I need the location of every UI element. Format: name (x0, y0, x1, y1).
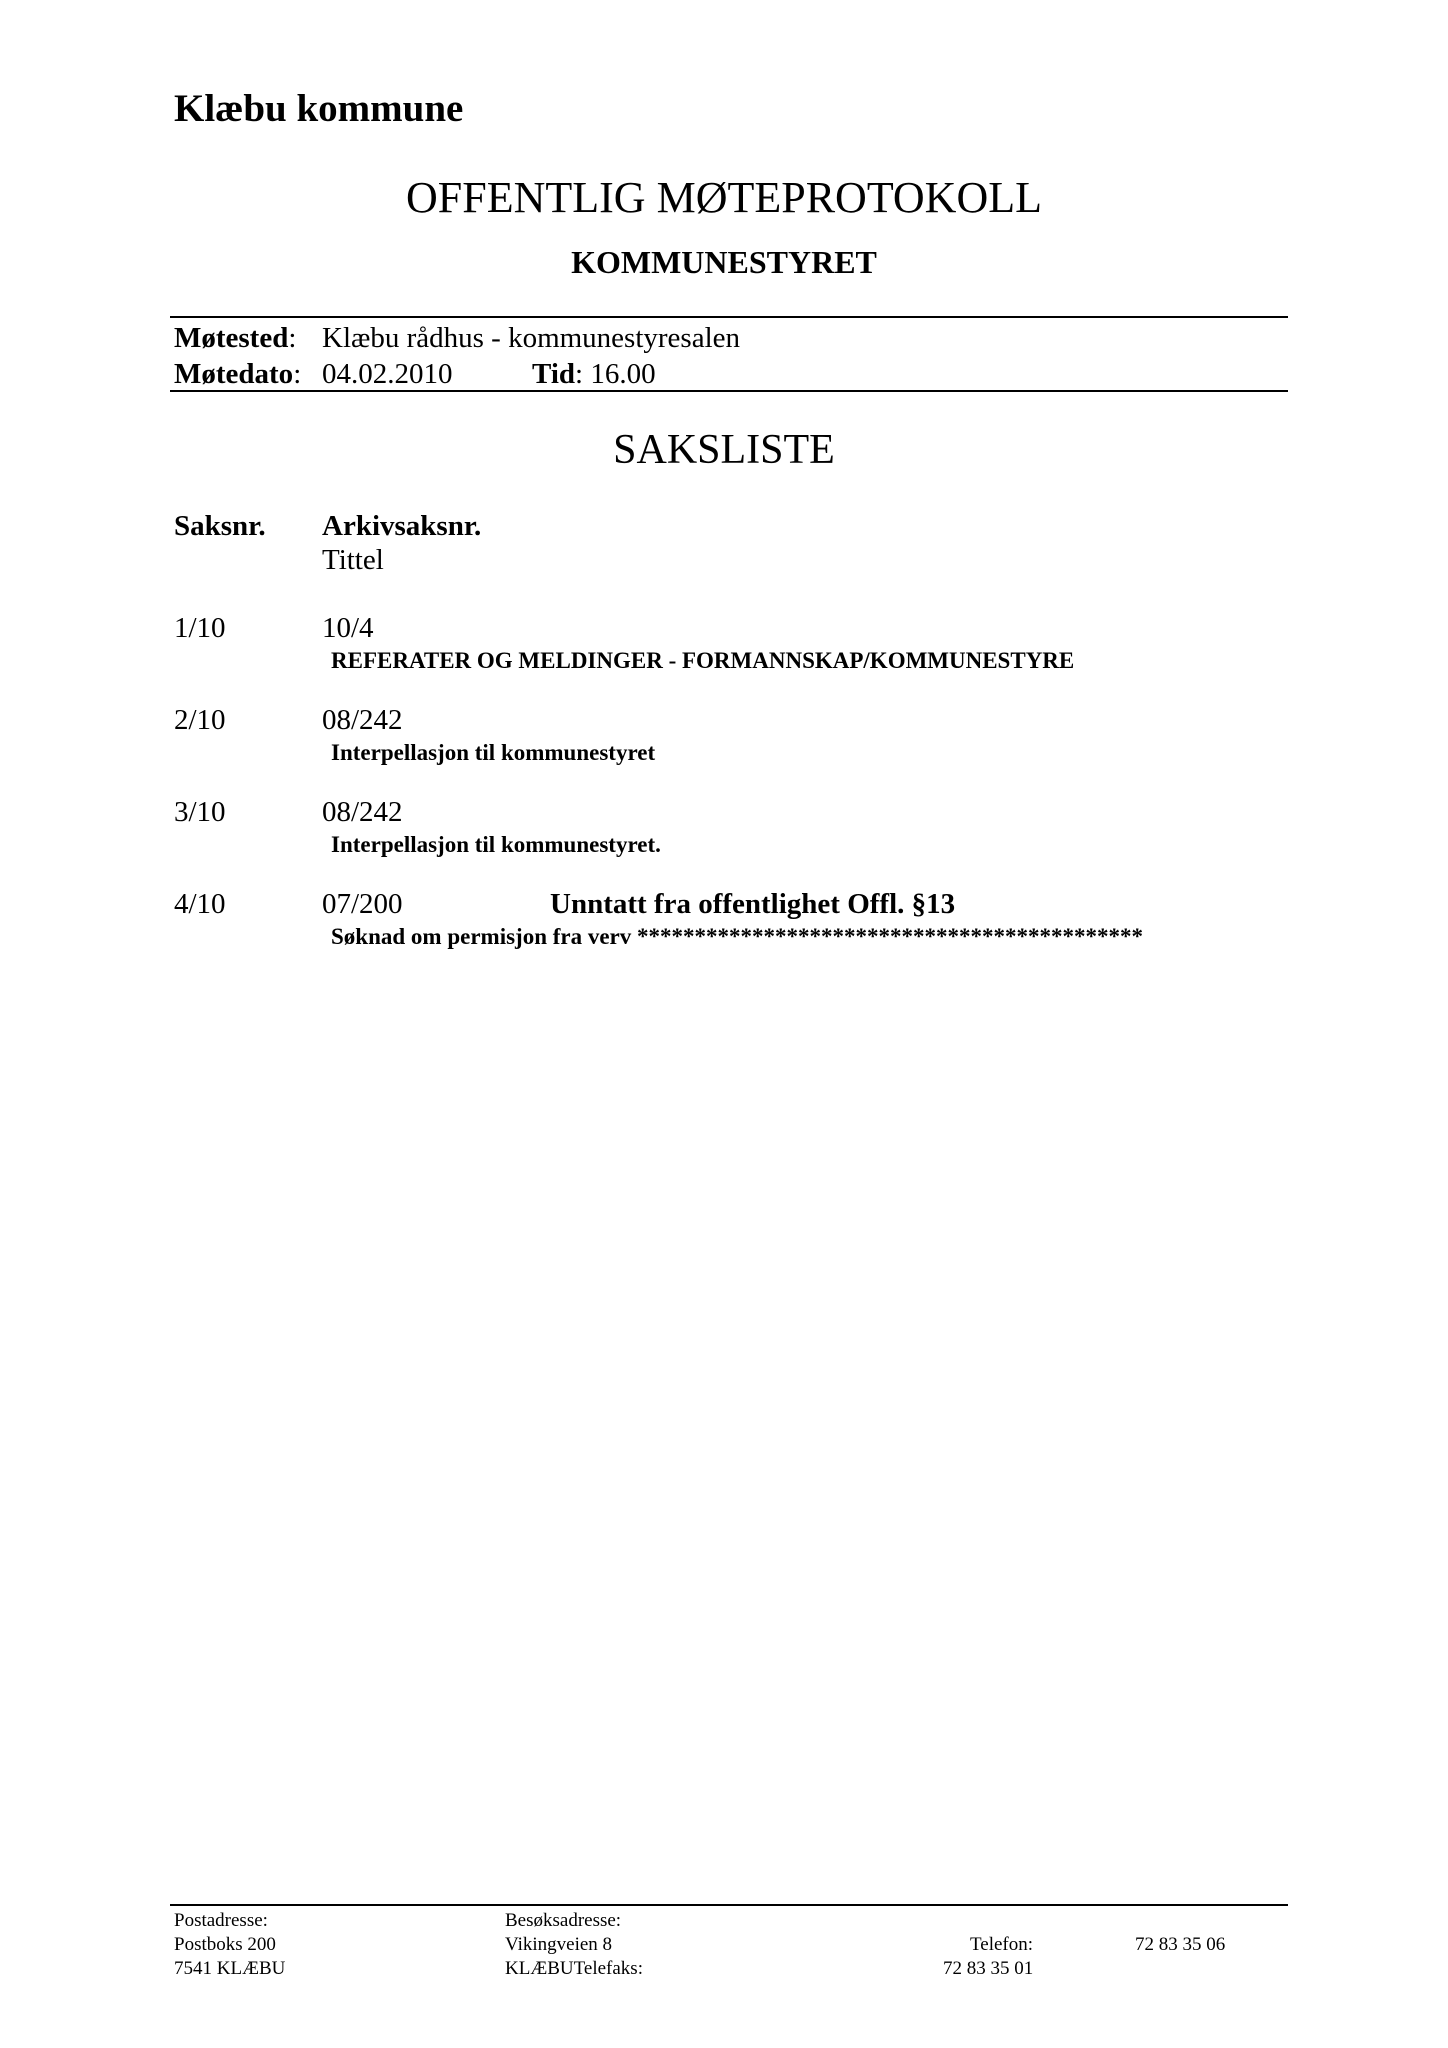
footer-postal-line1: Postboks 200 (174, 1934, 276, 1955)
footer-visit-label: Besøksadresse: (505, 1910, 622, 1931)
exemption-note: Unntatt fra offentlighet Offl. §13 (550, 888, 956, 920)
agenda-item-title: Interpellasjon til kommunestyret (331, 740, 656, 765)
column-saksnr: Saksnr. (174, 510, 266, 542)
agenda-item-saksnr: 3/10 (174, 796, 226, 828)
agenda-item-arkivsaksnr: 08/242 (322, 704, 403, 736)
meeting-place-label: Møtested (174, 322, 289, 354)
column-tittel: Tittel (322, 544, 384, 576)
agenda-heading: SAKSLISTE (613, 427, 835, 473)
agenda-item-saksnr: 4/10 (174, 888, 226, 920)
meeting-time-value: 16.00 (590, 358, 656, 390)
organization-name: Klæbu kommune (174, 87, 464, 130)
agenda-item-arkivsaksnr: 07/200 (322, 888, 403, 920)
label-colon: : (288, 322, 297, 354)
agenda-item-title: REFERATER OG MELDINGER - FORMANNSKAP/KOMMUNESTYRE (331, 648, 1075, 673)
meeting-date-label: Møtedato (174, 358, 294, 390)
label-colon: : (575, 358, 591, 390)
agenda-item-title: Interpellasjon til kommunestyret. (331, 832, 661, 857)
footer-divider (170, 1904, 1288, 1906)
footer-postal-line2: 7541 KLÆBU (174, 1958, 286, 1979)
footer-visit-line2: KLÆBUTelefaks: (505, 1958, 643, 1979)
agenda-item-saksnr: 2/10 (174, 704, 226, 736)
agenda-item-arkivsaksnr: 08/242 (322, 796, 403, 828)
meeting-place-value: Klæbu rådhus - kommunestyresalen (322, 322, 741, 354)
divider-bottom (170, 390, 1288, 392)
agenda-item-title: Søknad om permisjon fra verv ******************************************** (331, 924, 1144, 949)
footer-postal-label: Postadresse: (174, 1910, 268, 1931)
agenda-item-arkivsaksnr: 10/4 (322, 612, 374, 644)
column-arkivsaksnr: Arkivsaksnr. (322, 510, 482, 542)
meeting-time-label: Tid (532, 358, 576, 390)
meeting-time (532, 358, 656, 391)
meeting-place-row (174, 322, 296, 355)
footer-visit-line1: Vikingveien 8 (505, 1934, 613, 1955)
footer-phone-value: 72 83 35 06 (1135, 1934, 1226, 1955)
label-colon: : (293, 358, 302, 390)
meeting-date-value: 04.02.2010 (322, 358, 453, 390)
footer-fax-value: 72 83 35 01 (943, 1958, 1034, 1979)
meeting-date-row (174, 358, 301, 391)
footer-phone-label: Telefon: (970, 1934, 1034, 1955)
divider-top (170, 316, 1288, 318)
agenda-item-saksnr: 1/10 (174, 612, 226, 644)
document-subtitle: KOMMUNESTYRET (571, 244, 877, 280)
document-title: OFFENTLIG MØTEPROTOKOLL (406, 173, 1042, 222)
